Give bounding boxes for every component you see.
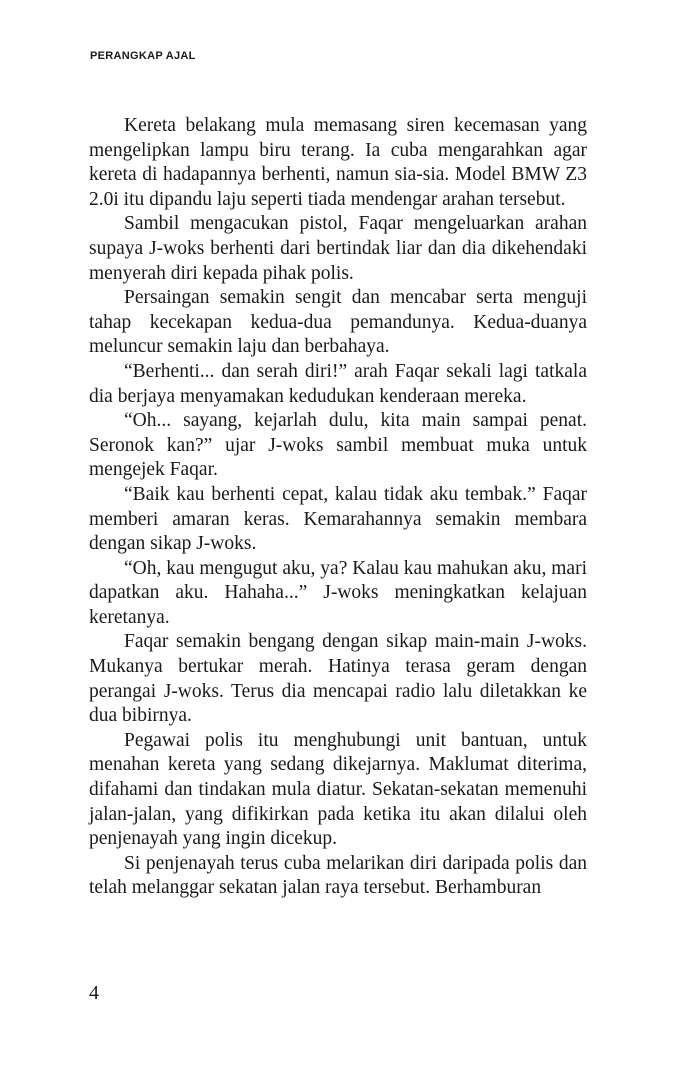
paragraph: Si penjenayah terus cuba melarikan diri daripada polis dan telah melanggar sekatan jalan raya tersebut. Berhamburan [89,852,587,899]
page-number: 4 [89,982,99,1004]
paragraph: “Oh, kau mengugut aku, ya? Kalau kau mahukan aku, mari dapatkan aku. Hahaha...” J-woks meningkatkan kelajuan keretanya. [89,557,587,628]
paragraph: Kereta belakang mula memasang siren kecemasan yang mengelipkan lampu biru terang. Ia cuba mengarahkan agar kereta di hadapannya berhenti, namun sia-sia. Model BMW Z3 2.0i itu dipandu laju seperti tiada mendengar arahan tersebut. [89,115,587,210]
paragraph: “Baik kau berhenti cepat, kalau tidak aku tembak.” Faqar memberi amaran keras. Kemarahannya semakin membara dengan sikap J-woks. [89,483,587,555]
paragraph: “Berhenti... dan serah diri!” arah Faqar sekali lagi tatkala dia berjaya menyamakan kedudukan kenderaan mereka. [89,360,587,407]
paragraph: Pegawai polis itu menghubungi unit bantuan, untuk menahan kereta yang sedang dikejarnya. Maklumat diterima, difahami dan tindakan mula diatur. Sekatan-sekatan memenuhi jalan-jalan, yang difikirkan pada ketika itu akan dilalui oleh penjenayah yang ingin dicekup. [89,729,587,850]
body-text [89,114,587,901]
paragraph: Sambil mengacukan pistol, Faqar mengeluarkan arahan supaya J-woks berhenti dari bertindak liar dan dia dikehendaki menyerah diri kepada pihak polis. [89,213,587,284]
paragraph: “Oh... sayang, kejarlah dulu, kita main sampai penat. Seronok kan?” ujar J-woks sambil membuat muka untuk mengejek Faqar. [89,410,587,481]
paragraph: Persaingan semakin sengit dan mencabar serta menguji tahap kecekapan kedua-dua pemandunya. Kedua-duanya meluncur semakin laju dan berbahaya. [89,287,587,358]
running-head: PERANGKAP AJAL [90,50,196,62]
paragraph: Faqar semakin bengang dengan sikap main-main J-woks. Mukanya bertukar merah. Hatinya terasa geram dengan perangai J-woks. Terus dia mencapai radio lalu diletakkan ke dua bibirnya. [89,631,587,727]
